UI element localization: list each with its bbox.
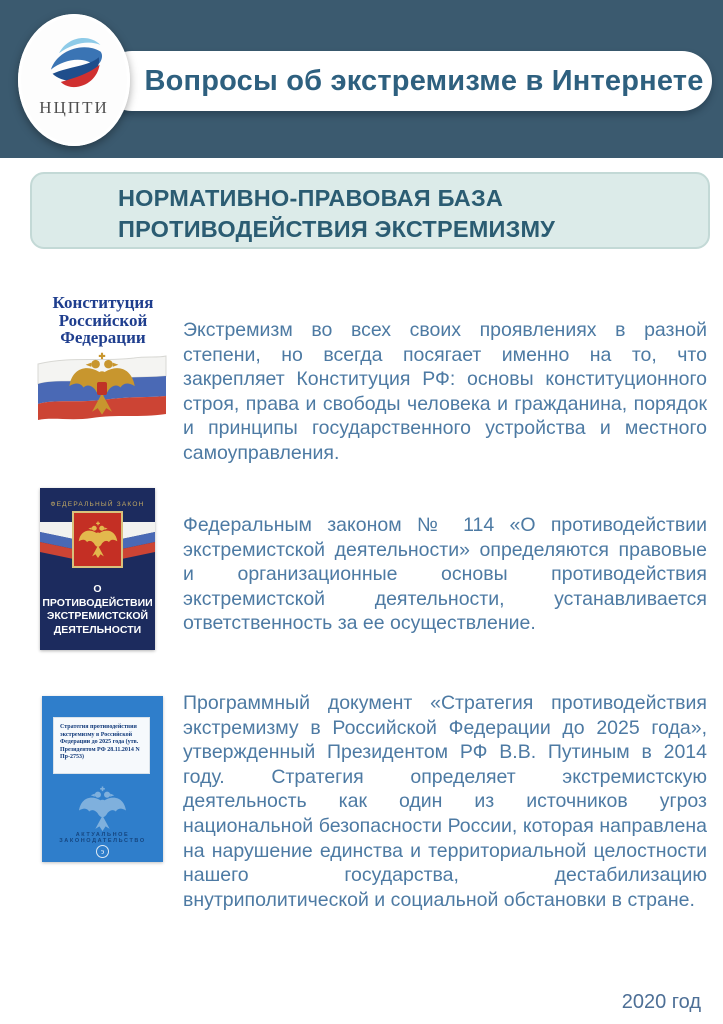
constitution-cover-image [36, 294, 170, 422]
federal-law-top-label: ФЕДЕРАЛЬНЫЙ ЗАКОН [50, 501, 145, 508]
federal-law-title-line: ЭКСТРЕМИСТСКОЙ [46, 610, 149, 622]
coat-of-arms-plate [72, 511, 123, 568]
section-heading-line1: НОРМАТИВНО-ПРАВОВАЯ БАЗА [118, 185, 504, 211]
constitution-title-line: Федерации [60, 328, 146, 347]
strategy-book-image [42, 696, 163, 862]
strategy-series-label: АКТУАЛЬНОЕ ЗАКОНОДАТЕЛЬСТВО [59, 832, 146, 844]
section-heading-line2: ПРОТИВОДЕЙСТВИЯ ЭКСТРЕМИЗМУ [118, 216, 556, 242]
section-heading [32, 174, 708, 245]
ncpti-swirl-icon [41, 30, 107, 96]
page-title: Вопросы об экстремизме в Интернете [144, 65, 704, 97]
constitution-title-line: Конституция [52, 293, 154, 312]
double-headed-eagle-outline-icon [75, 786, 130, 837]
section-heading-box [30, 172, 710, 249]
constitution-cover-title [36, 294, 170, 347]
federal-law-title-line: О ПРОТИВОДЕЙСТВИИ [42, 583, 153, 609]
constitution-title-line: Российской [58, 310, 148, 330]
ncpti-logo [18, 14, 130, 146]
russian-flag-image [36, 352, 170, 422]
publisher-mark [42, 841, 163, 859]
federal-law-cover-title [40, 583, 155, 637]
paragraph-constitution: Экстремизм во всех своих проявлениях в разной степени, но всегда посягает именно на то, что закрепляет Конституция РФ: основы конституционного строя, права и свободы человека и гражданина, порядок и принципы государственного устройства и местного самоуправления. [183, 319, 707, 464]
double-headed-eagle-icon [77, 521, 119, 559]
footer-year-label: 2020 год [621, 991, 701, 1013]
ncpti-logo-label: НЦПТИ [39, 98, 109, 117]
eagle-shield-icon [97, 382, 107, 395]
header-band [0, 0, 723, 158]
header-title-pill [102, 51, 712, 111]
strategy-cover-text-box: Стратегия противодействия экстремизму в Российской Федерации до 2025 года (утв. Президентом РФ 28.11.2014 N Пр-2753) [53, 717, 150, 774]
publisher-mark-glyph: э [96, 845, 109, 858]
federal-law-book-image [40, 488, 155, 650]
paragraph-strategy: Программный документ «Стратегия противодействия экстремизму в Российской Федерации до 2025 года», утвержденный Президентом РФ В.В. Путиным в 2014 году. Стратегия определяет экстремистскую деятельность как один из источников угроз национальной безопасности России, которая направлена на нарушение единства и территориальной целостности нашего государства, дестабилизацию внутриполитической и социальной обстановки в стране. [183, 692, 707, 911]
federal-law-title-line: ДЕЯТЕЛЬНОСТИ [53, 623, 142, 636]
paragraph-federal-law: Федеральным законом № 114 «О противодействии экстремистской деятельности» определяются правовые и организационные основы противодействия экстремистской деятельности, устанавливается ответственность за ее осуществление. [183, 514, 707, 635]
